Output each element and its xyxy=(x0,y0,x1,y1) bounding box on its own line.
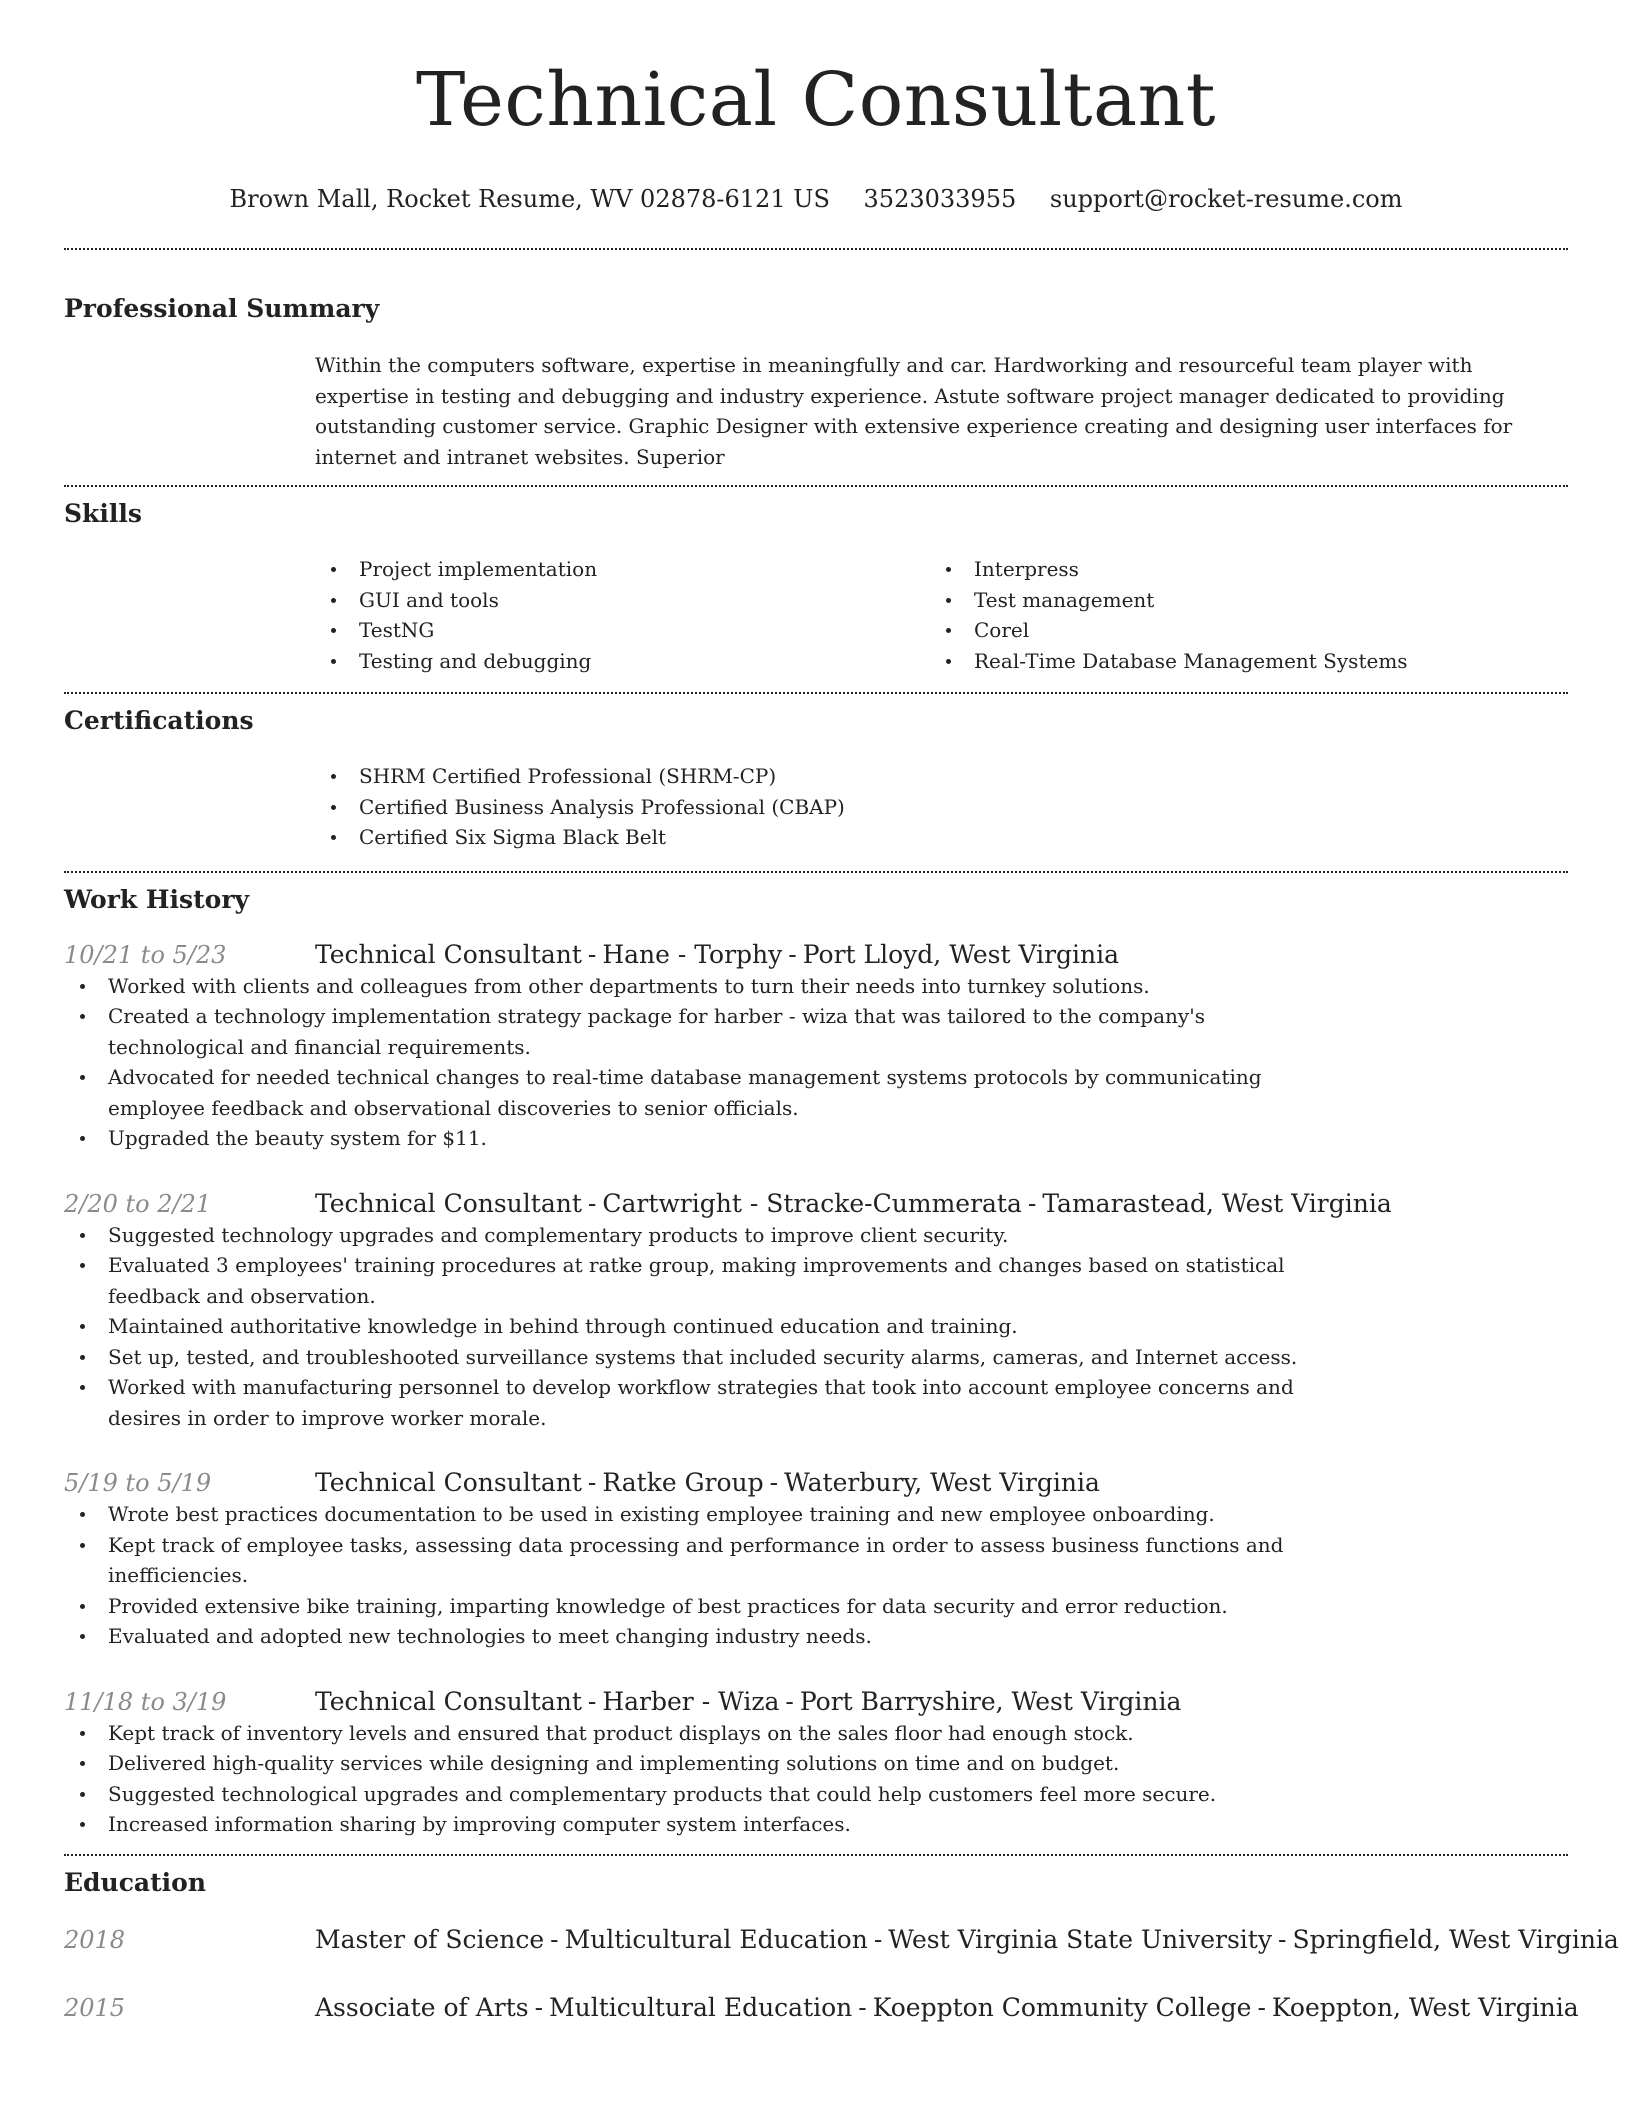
candidate-name: Technical Consultant xyxy=(416,57,1216,143)
education-entry xyxy=(64,1924,1619,1956)
list-item: Upgraded the beauty system for $11. xyxy=(64,1123,1317,1154)
list-item: Project implementation xyxy=(315,554,930,585)
education-entry xyxy=(64,1992,1579,2024)
job-entry xyxy=(64,939,1568,1154)
job-entry xyxy=(64,1188,1568,1434)
job-date: 2/20 to 2/21 xyxy=(64,1189,212,1218)
job-bullets xyxy=(64,1220,1317,1434)
job-role: Technical Consultant xyxy=(315,1686,582,1716)
job-bullets xyxy=(64,971,1317,1154)
education-degree: Associate of Arts xyxy=(315,1992,529,2022)
work-section xyxy=(64,873,1568,1840)
education-degree: Master of Science xyxy=(315,1924,545,1954)
list-item: Interpress xyxy=(930,554,1545,585)
education-school: West Virginia State University xyxy=(888,1924,1272,1954)
education-section xyxy=(64,1856,1619,2024)
list-item: SHRM Certified Professional (SHRM-CP) xyxy=(315,761,1568,792)
job-bullets xyxy=(64,1718,1317,1840)
email-link[interactable]: support@rocket-resume.com xyxy=(1049,185,1403,213)
job-date: 10/21 to 5/23 xyxy=(64,940,227,969)
section-title-certifications: Certifications xyxy=(64,706,254,735)
list-item: Evaluated 3 employees' training procedures at ratke group, making improvements and changes based on statistical feedback and observation. xyxy=(64,1250,1317,1311)
job-company: Ratke Group xyxy=(602,1468,764,1497)
job-date: 11/18 to 3/19 xyxy=(64,1687,227,1716)
list-item: Real-Time Database Management Systems xyxy=(930,646,1545,677)
education-school: Koeppton Community College xyxy=(872,1992,1252,2022)
certifications-body xyxy=(315,761,1568,853)
education-heading: Associate of Arts - Multicultural Education - Koeppton Community College - Koeppton, West Virginia xyxy=(315,1992,1579,2022)
list-item: Provided extensive bike training, imparting knowledge of best practices for data security and error reduction. xyxy=(64,1591,1317,1622)
list-item: Evaluated and adopted new technologies to meet changing industry needs. xyxy=(64,1621,1317,1652)
summary-text: Within the computers software, expertise in meaningfully and car. Hardworking and resourceful team player with expertise in testing and debugging and industry experience. Astute software project manager dedicated to providing outstanding customer service. Graphic Designer with extensive experience creating and designing user interfaces for internet and intranet websites. Superior xyxy=(315,353,1513,469)
list-item: Worked with clients and colleagues from other departments to turn their needs into turnkey solutions. xyxy=(64,971,1317,1002)
list-item: Kept track of inventory levels and ensured that product displays on the sales floor had enough stock. xyxy=(64,1718,1317,1749)
job-entry xyxy=(64,1686,1568,1840)
list-item: Suggested technology upgrades and complementary products to improve client security. xyxy=(64,1220,1317,1251)
resume-page xyxy=(64,0,1619,2024)
job-date: 5/19 to 5/19 xyxy=(64,1469,212,1497)
list-item: Kept track of employee tasks, assessing data processing and performance in order to assess business functions and inefficiencies. xyxy=(64,1530,1317,1591)
skills-section xyxy=(64,487,1568,676)
list-item: Created a technology implementation strategy package for harber - wiza that was tailored to the company's technological and financial requirements. xyxy=(64,1001,1317,1062)
list-item: Test management xyxy=(930,585,1545,616)
list-item: Testing and debugging xyxy=(315,646,930,677)
education-year: 2018 xyxy=(64,1925,126,1954)
job-location: Port Lloyd, West Virginia xyxy=(802,939,1120,969)
section-title-education: Education xyxy=(64,1867,207,1897)
skills-list-right xyxy=(930,554,1545,676)
section-title-summary: Professional Summary xyxy=(64,294,380,323)
list-item: Wrote best practices documentation to be used in existing employee training and new employee onboarding. xyxy=(64,1499,1317,1530)
section-title-skills: Skills xyxy=(64,499,142,528)
job-heading: Technical Consultant - Ratke Group - Waterbury, West Virginia xyxy=(315,1468,1100,1497)
list-item: Increased information sharing by improving computer system interfaces. xyxy=(64,1809,1317,1840)
list-item: GUI and tools xyxy=(315,585,930,616)
list-item: Suggested technological upgrades and complementary products that could help customers feel more secure. xyxy=(64,1779,1317,1810)
list-item: Advocated for needed technical changes to real-time database management systems protocols by communicating employee feedback and observational discoveries to senior officials. xyxy=(64,1062,1317,1123)
education-year: 2015 xyxy=(64,1993,126,2022)
list-item: Delivered high-quality services while designing and implementing solutions on time and on budget. xyxy=(64,1748,1317,1779)
contact-line xyxy=(64,184,1568,214)
job-location: Port Barryshire, West Virginia xyxy=(799,1686,1182,1716)
certifications-list xyxy=(315,761,1568,853)
summary-body xyxy=(315,350,1568,472)
certifications-section xyxy=(64,694,1568,853)
education-heading: Master of Science - Multicultural Education - West Virginia State University - Springfield, West Virginia xyxy=(315,1924,1619,1954)
job-company: Hane - Torphy xyxy=(602,939,783,969)
job-location: Waterbury, West Virginia xyxy=(784,1468,1100,1497)
job-heading: Technical Consultant - Harber - Wiza - Port Barryshire, West Virginia xyxy=(315,1686,1182,1716)
phone: 3523033955 xyxy=(863,185,1017,213)
summary-section xyxy=(64,250,1568,472)
section-title-work: Work History xyxy=(64,884,250,914)
job-company: Cartwright - Stracke-Cummerata xyxy=(602,1188,1022,1218)
job-company: Harber - Wiza xyxy=(602,1686,780,1716)
list-item: Maintained authoritative knowledge in behind through continued education and training. xyxy=(64,1311,1317,1342)
list-item: Corel xyxy=(930,615,1545,646)
list-item: Certified Six Sigma Black Belt xyxy=(315,822,1568,853)
list-item: Worked with manufacturing personnel to develop workflow strategies that took into account employee concerns and desires in order to improve worker morale. xyxy=(64,1372,1317,1433)
list-item: TestNG xyxy=(315,615,930,646)
job-role: Technical Consultant xyxy=(315,1468,582,1497)
job-heading: Technical Consultant - Hane - Torphy - Port Lloyd, West Virginia xyxy=(315,939,1120,969)
job-role: Technical Consultant xyxy=(315,1188,582,1218)
skills-grid xyxy=(315,554,1568,676)
education-field: Multicultural Education xyxy=(564,1924,868,1954)
address: Brown Mall, Rocket Resume, WV 02878-6121 US xyxy=(229,185,830,213)
list-item: Set up, tested, and troubleshooted surveillance systems that included security alarms, cameras, and Internet access. xyxy=(64,1342,1317,1373)
job-location: Tamarastead, West Virginia xyxy=(1042,1188,1392,1218)
education-location: Koeppton, West Virginia xyxy=(1271,1992,1579,2022)
job-heading: Technical Consultant - Cartwright - Stracke-Cummerata - Tamarastead, West Virginia xyxy=(315,1188,1392,1218)
list-item: Certified Business Analysis Professional (CBAP) xyxy=(315,792,1568,823)
education-location: Springfield, West Virginia xyxy=(1292,1924,1619,1954)
skills-list-left xyxy=(315,554,930,676)
job-bullets xyxy=(64,1499,1317,1652)
job-entry xyxy=(64,1467,1568,1652)
job-role: Technical Consultant xyxy=(315,939,582,969)
education-field: Multicultural Education xyxy=(549,1992,853,2022)
